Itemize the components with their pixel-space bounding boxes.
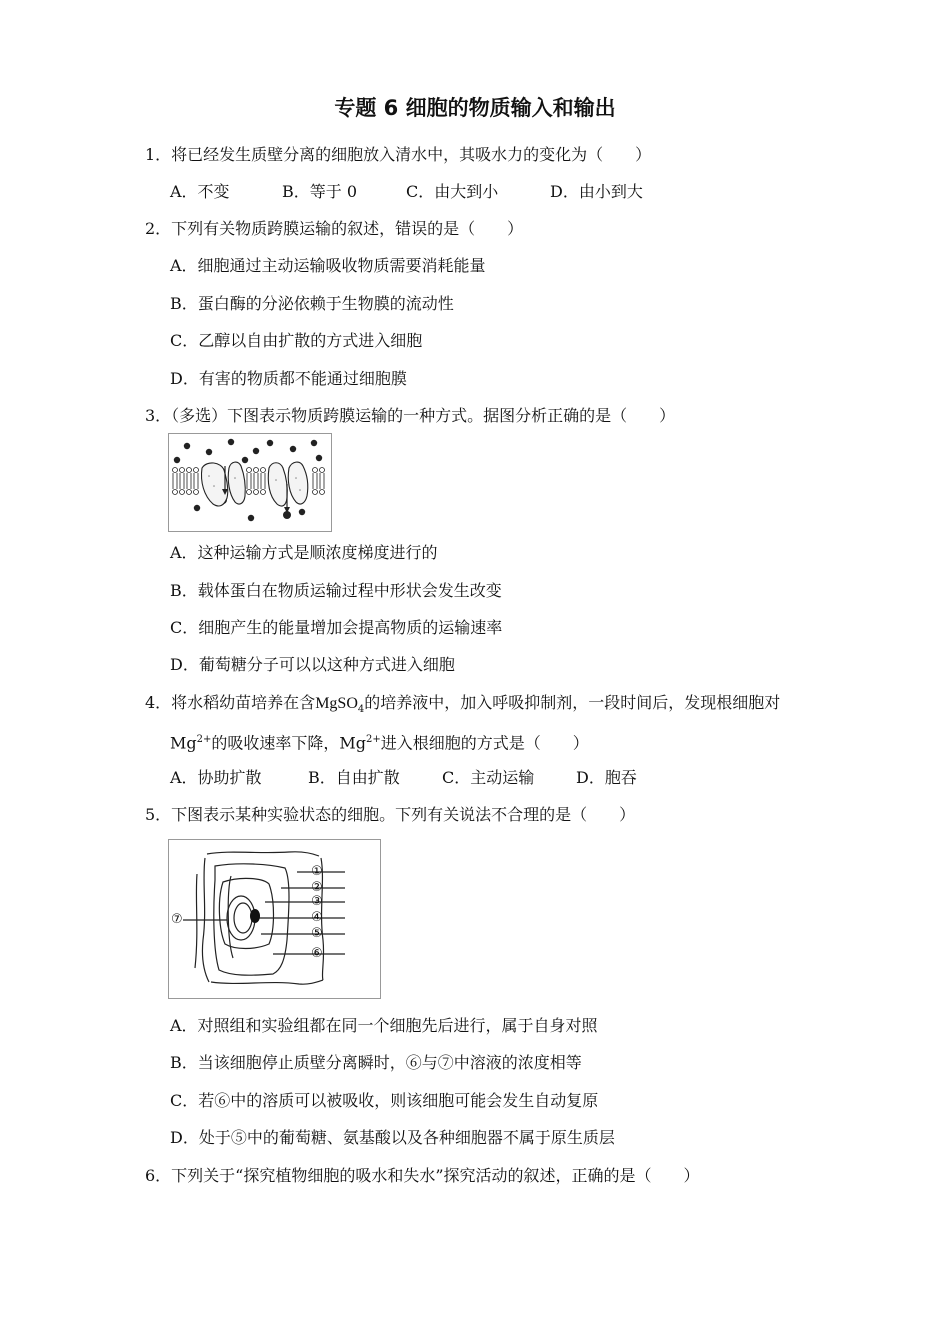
q5-figure-label-6: ⑥	[311, 946, 323, 961]
question-5-stem: 5．下图表示某种实验状态的细胞。下列有关说法不合理的是（ ）	[145, 805, 636, 824]
q3-option-c: C．细胞产生的能量增加会提高物质的运输速率	[170, 618, 503, 637]
q3-option-b: B．载体蛋白在物质运输过程中形状会发生改变	[170, 581, 502, 600]
question-2-stem: 2．下列有关物质跨膜运输的叙述，错误的是（ ）	[145, 219, 524, 238]
membrane-transport-figure	[168, 433, 332, 532]
q5-figure-label-2: ②	[311, 880, 323, 895]
q5-figure-label-3: ③	[311, 894, 323, 909]
q3-option-a: A．这种运输方式是顺浓度梯度进行的	[170, 543, 438, 562]
q1-option-c: C．由大到小	[406, 182, 499, 201]
q4-line2-a: Mg	[170, 733, 197, 753]
q4-stem-part-a: 4．将水稻幼苗培养在含	[145, 693, 316, 712]
q2-option-a: A．细胞通过主动运输吸收物质需要消耗能量	[170, 256, 486, 275]
question-1-stem: 1．将已经发生质壁分离的细胞放入清水中，其吸水力的变化为（ ）	[145, 145, 652, 164]
question-4-stem	[145, 692, 780, 721]
q3-option-d: D．葡萄糖分子可以以这种方式进入细胞	[170, 655, 455, 674]
q4-line2-c: 进入根细胞的方式是（ ）	[380, 733, 589, 753]
q4-superscript-2: 2+	[366, 734, 381, 745]
question-6-stem: 6．下列关于“探究植物细胞的吸水和失水”探究活动的叙述，正确的是（ ）	[145, 1166, 700, 1185]
plasmolysis-cell-diagram	[169, 840, 380, 998]
question-4-stem-line2	[170, 729, 589, 754]
q2-option-d: D．有害的物质都不能通过细胞膜	[170, 369, 407, 388]
q4-option-a: A．协助扩散	[170, 768, 262, 787]
question-1-options	[170, 181, 643, 203]
page-title: 专题 6 细胞的物质输入和输出	[334, 96, 616, 120]
q4-formula-subscript: 4	[357, 704, 365, 716]
q1-option-b: B．等于 0	[282, 182, 358, 201]
q5-option-b: B．当该细胞停止质壁分离瞬时，⑥与⑦中溶液的浓度相等	[170, 1053, 582, 1072]
plant-cell-figure	[168, 839, 381, 999]
question-3-stem: 3．（多选）下图表示物质跨膜运输的一种方式。据图分析正确的是（ ）	[145, 406, 676, 425]
q5-option-a: A．对照组和实验组都在同一个细胞先后进行，属于自身对照	[170, 1016, 598, 1035]
q1-option-a: A．不变	[170, 182, 230, 201]
q5-figure-label-1: ①	[311, 864, 323, 879]
q2-option-c: C．乙醇以自由扩散的方式进入细胞	[170, 331, 423, 350]
q2-option-b: B．蛋白酶的分泌依赖于生物膜的流动性	[170, 294, 454, 313]
q4-superscript-1: 2+	[196, 734, 212, 745]
q4-option-d: D．胞吞	[576, 768, 637, 787]
question-4-options	[170, 767, 637, 789]
q4-line2-b: 的吸收速率下降，Mg	[211, 733, 367, 753]
q5-figure-label-7: ⑦	[171, 912, 183, 927]
q5-option-c: C．若⑥中的溶质可以被吸收，则该细胞可能会发生自动复原	[170, 1091, 599, 1110]
q1-option-d: D．由小到大	[550, 182, 643, 201]
q4-formula: MgSO	[315, 695, 358, 712]
membrane-transport-diagram	[169, 434, 331, 531]
q5-figure-label-4: ④	[311, 910, 323, 925]
q4-stem-part-b: 的培养液中，加入呼吸抑制剂，一段时间后，发现根细胞对	[364, 693, 781, 712]
q5-figure-label-5: ⑤	[311, 926, 323, 941]
q4-option-c: C．主动运输	[442, 768, 535, 787]
q4-option-b: B．自由扩散	[308, 768, 400, 787]
q5-option-d: D．处于⑤中的葡萄糖、氨基酸以及各种细胞器不属于原生质层	[170, 1128, 615, 1147]
